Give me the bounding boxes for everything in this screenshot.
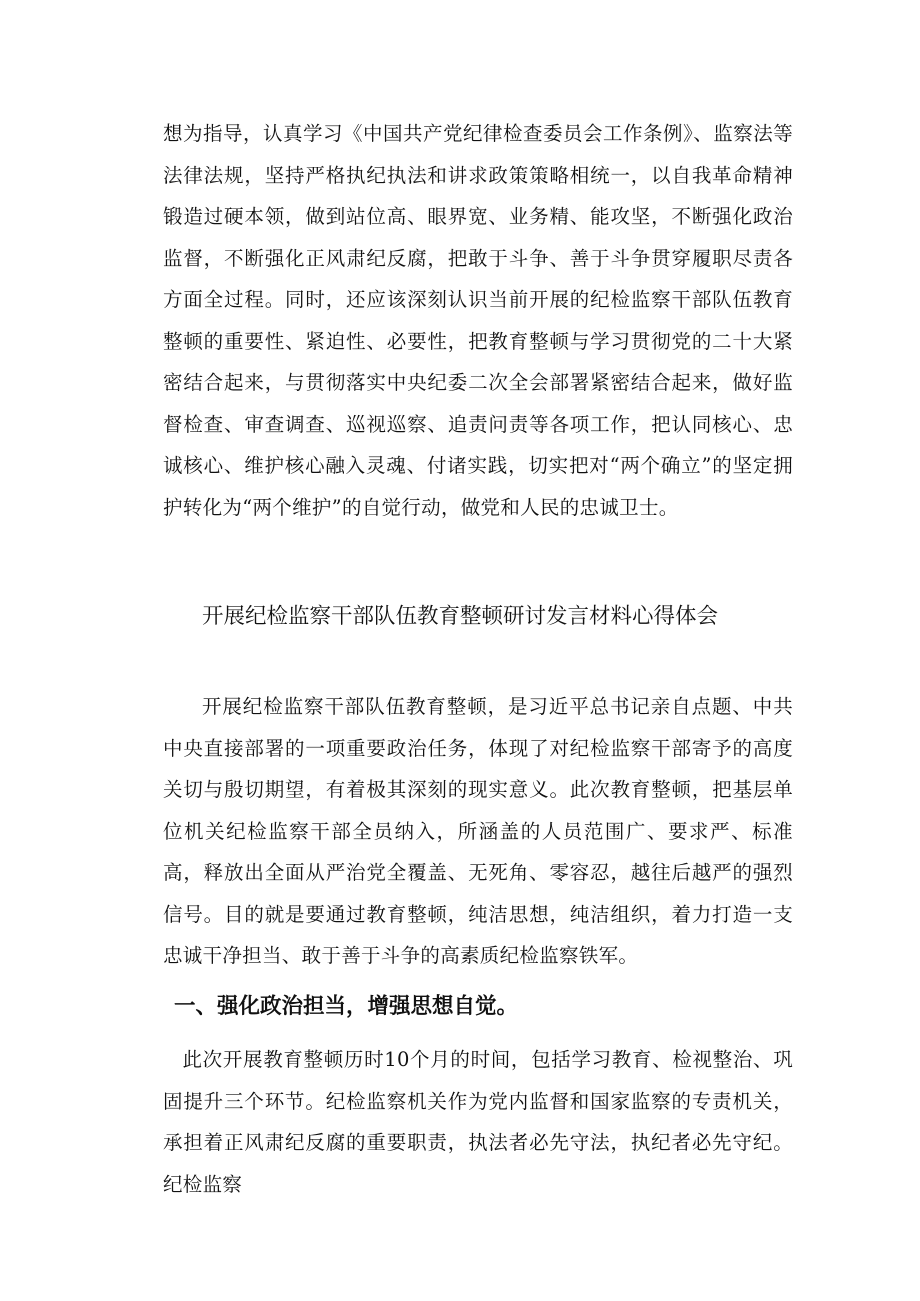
section-heading: 一、强化政治担当，增强思想自觉。 bbox=[174, 994, 519, 1019]
intro-paragraph: 想为指导，认真学习《中国共产党纪律检查委员会工作条例》、监察法等法律法规，坚持严格执纪执法和讲求政策策略相统一，以自我革命精神锻造过硬本领，做到站位高、眼界宽、业务精、能攻坚，不断强化政治监督，不断强化正风肃纪反腐，把敢于斗争、善于斗争贯穿履职尽责各方面全过程。同时，还应该深刻认识当前开展的纪检监察干部队伍教育整顿的重要性、紧迫性、必要性，把教育整顿与学习贯彻党的二十大紧密结合起来，与贯彻落实中央纪委二次全会部署紧密结合起来，做好监督检查、审查调查、巡视巡察、追责问责等各项工作，把认同核心、忠诚核心、维护核心融入灵魂、付诸实践，切实把对“两个确立”的坚定拥护转化为“两个维护”的自觉行动，做党和人民的忠诚卫士。 bbox=[163, 122, 793, 519]
section-paragraph: 此次开展教育整顿历时10个月的时间，包括学习教育、检视整治、巩固提升三个环节。纪检监察机关作为党内监督和国家监察的专责机关，承担着正风肃纪反腐的重要职责，执法者必先守法，执纪者必先守纪。纪检监察 bbox=[163, 1048, 793, 1196]
document-title: 开展纪检监察干部队伍教育整顿研讨发言材料心得体会 bbox=[201, 604, 718, 629]
body-paragraph: 开展纪检监察干部队伍教育整顿，是习近平总书记亲自点题、中共中央直接部署的一项重要政治任务，体现了对纪检监察干部寄予的高度关切与殷切期望，有着极其深刻的现实意义。此次教育整顿，把基层单位机关纪检监察干部全员纳入，所涵盖的人员范围广、要求严、标准高，释放出全面从严治党全覆盖、无死角、零容忍，越往后越严的强烈信号。目的就是要通过教育整顿，纯洁思想，纯洁组织，着力打造一支忠诚干净担当、敢于善于斗争的高素质纪检监察铁军。 bbox=[163, 695, 793, 967]
